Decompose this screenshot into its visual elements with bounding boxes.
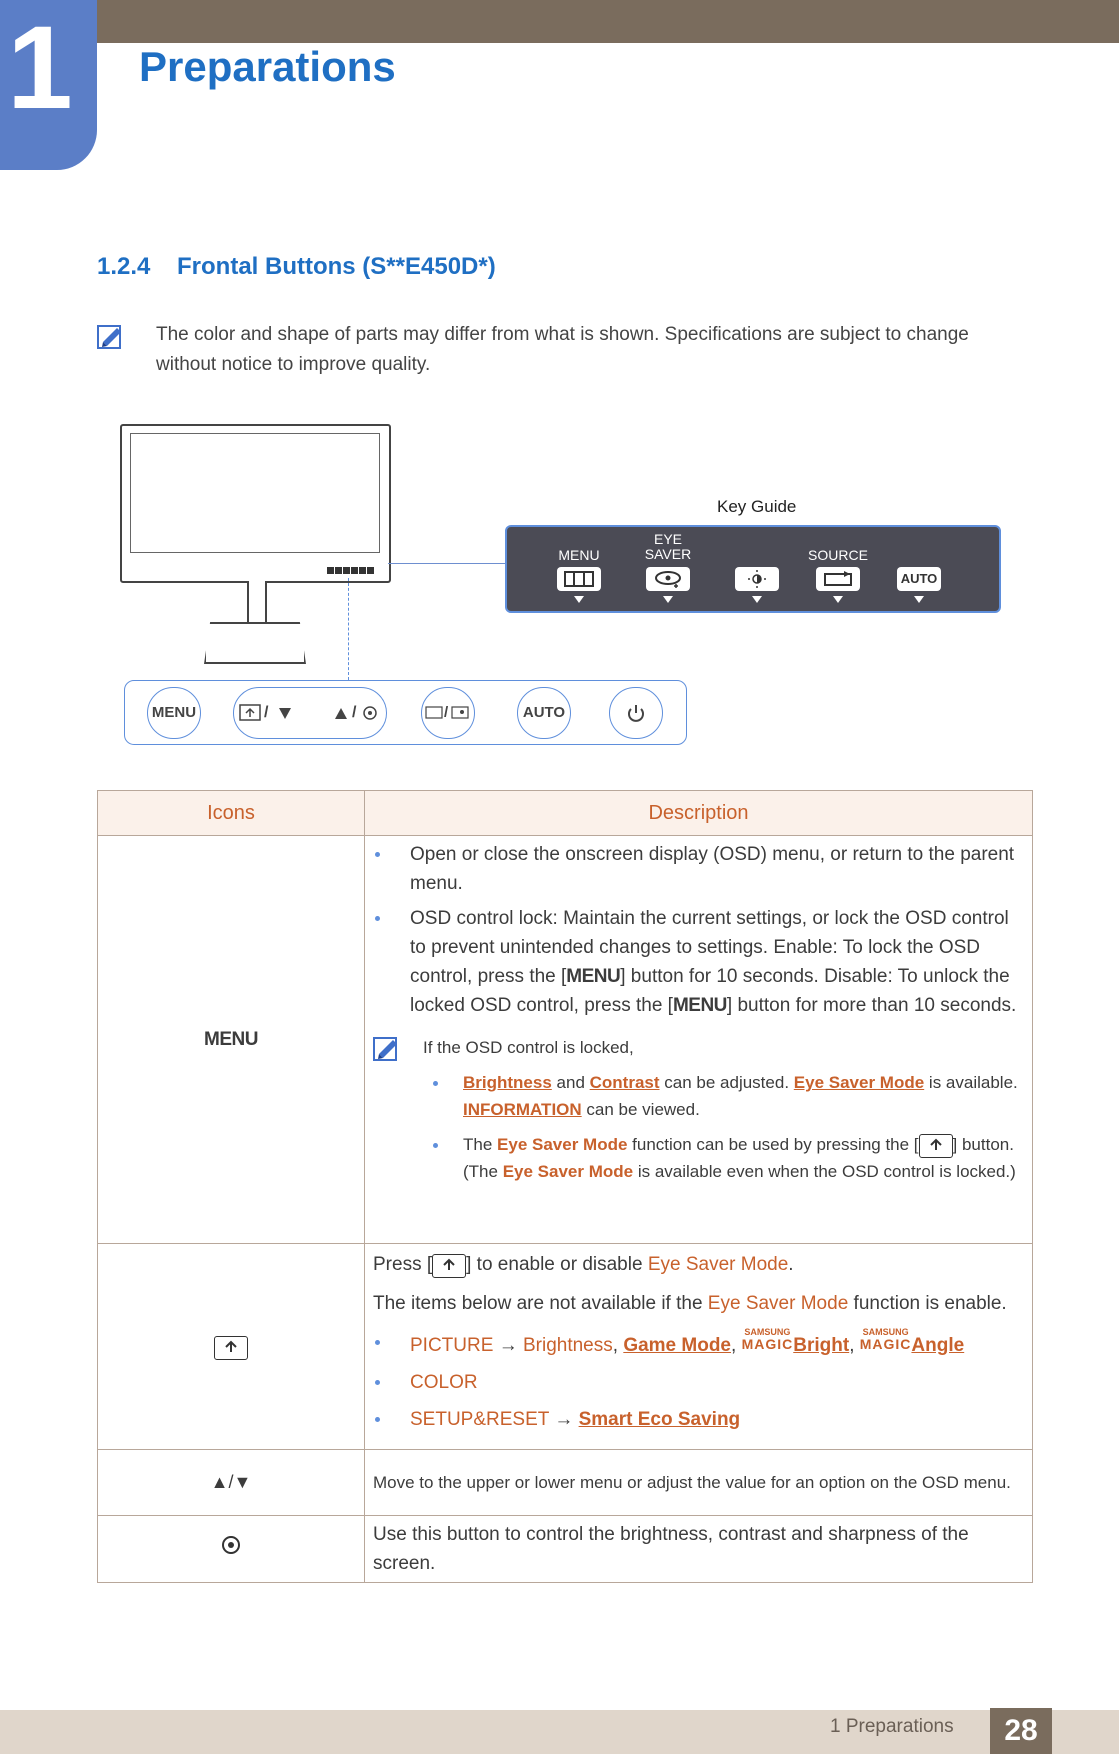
- smart-eco-saving-link[interactable]: Smart Eco Saving: [578, 1409, 741, 1430]
- separator-slash: /: [264, 704, 269, 721]
- lock-text-c: ] button for more than 10 seconds.: [726, 995, 1017, 1016]
- key-guide-auto: [889, 527, 949, 611]
- menu-button[interactable]: MENU: [147, 687, 201, 739]
- table-header-row: [98, 791, 1033, 836]
- source-enter-button[interactable]: [421, 687, 475, 739]
- key-guide-label: Key Guide: [717, 497, 797, 516]
- key-guide-eye-saver: [638, 527, 698, 611]
- eye-saver-description: [365, 1244, 1033, 1450]
- brightness-key-icon: [735, 567, 779, 591]
- table-row: [98, 1244, 1033, 1450]
- key-guide-brightness: [727, 527, 787, 611]
- monitor-screen: [130, 433, 380, 553]
- magic-bright-link[interactable]: Bright: [793, 1335, 850, 1356]
- chapter-number: 1: [7, 2, 73, 134]
- eye-saver-icon-cell: [98, 1244, 365, 1450]
- power-button[interactable]: [609, 687, 663, 739]
- list-item: [365, 1405, 1020, 1434]
- auto-button[interactable]: AUTO: [517, 687, 571, 739]
- text: and: [556, 1073, 585, 1092]
- eye-saver-key-icon: [919, 1134, 953, 1158]
- menu-icon: MENU: [204, 1029, 258, 1050]
- list-item: [423, 1069, 1020, 1123]
- eye-saver-key-icon: [646, 567, 690, 591]
- samsung-magic-logo: [860, 1328, 912, 1351]
- connector-line: [388, 563, 505, 564]
- contrast-link[interactable]: Contrast: [589, 1073, 660, 1092]
- eye-saver-link[interactable]: Eye Saver Mode: [793, 1073, 925, 1092]
- table-row: [98, 836, 1033, 1244]
- color-menu: COLOR: [410, 1372, 478, 1393]
- table-row: [98, 1516, 1033, 1583]
- text: Press [: [373, 1254, 433, 1275]
- brightness-term: Brightness: [522, 1335, 613, 1356]
- key-guide-menu: [549, 527, 609, 611]
- magic-bottom: MAGIC: [859, 1336, 912, 1352]
- note-text: The color and shape of parts may differ from what is shown. Specifications are subject to change without notice to improve quality.: [156, 324, 969, 375]
- text: ] to enable or disable: [466, 1254, 643, 1275]
- key-guide-eye-label: EYE SAVER: [644, 531, 692, 562]
- magic-angle-link[interactable]: Angle: [911, 1335, 965, 1356]
- up-down-description: Move to the upper or lower menu or adjust the value for an option on the OSD menu.: [365, 1450, 1033, 1516]
- menu-icon-cell: [98, 836, 365, 1244]
- table-row: [98, 1450, 1033, 1516]
- magic-top: SAMSUNG: [862, 1327, 909, 1337]
- chapter-tab: [0, 0, 97, 170]
- enter-icon: [219, 1533, 243, 1557]
- setup-reset-menu: SETUP&RESET: [410, 1409, 550, 1430]
- key-guide-source: [808, 527, 868, 611]
- page-number: 28: [990, 1708, 1052, 1754]
- text: can be viewed.: [586, 1100, 700, 1119]
- brightness-link[interactable]: Brightness: [463, 1073, 552, 1092]
- auto-key-icon: AUTO: [897, 567, 941, 591]
- text: is available even when the OSD control is locked.): [637, 1162, 1016, 1181]
- text: .: [788, 1254, 794, 1275]
- text: is available.: [928, 1073, 1018, 1092]
- header-bar: [0, 0, 1119, 43]
- eye-saver-mode-term: Eye Saver Mode: [502, 1162, 634, 1181]
- separator-slash: /: [352, 704, 357, 721]
- source-key-icon: [816, 567, 860, 591]
- frontal-button-panel: [124, 680, 687, 745]
- note-icon: [97, 322, 125, 350]
- text: ] button. (The: [463, 1135, 1014, 1181]
- button-description-table: [97, 790, 1033, 1583]
- section-name: Frontal Buttons (S**E450D*): [177, 253, 496, 280]
- key-guide-arrow: [752, 596, 762, 603]
- text: function is enable.: [853, 1293, 1007, 1314]
- information-link[interactable]: INFORMATION: [463, 1100, 582, 1119]
- up-down-button[interactable]: [233, 687, 387, 739]
- up-down-icon: ▲/▼: [210, 1472, 252, 1492]
- text: function can be used by pressing the [: [632, 1135, 919, 1154]
- separator-slash: /: [444, 704, 449, 721]
- section-title: [97, 253, 496, 281]
- lock-text-b: ] button for 10 seconds. Disable: To unlock the locked OSD control, press the [: [410, 966, 1010, 1016]
- unavailable-items-line: [373, 1289, 1020, 1318]
- power-icon: [610, 688, 662, 738]
- connector-line-dashed: [348, 578, 349, 680]
- monitor-illustration: [120, 424, 391, 583]
- up-down-icon-cell: [98, 1450, 365, 1516]
- list-item: [365, 1368, 1020, 1397]
- arrow-icon: →: [554, 1409, 574, 1430]
- list-item: [365, 904, 1020, 1020]
- eye-saver-mode-term: Eye Saver Mode: [647, 1254, 789, 1275]
- note-icon: [373, 1034, 401, 1062]
- enter-description: Use this button to control the brightness, contrast and sharpness of the screen.: [365, 1516, 1033, 1583]
- eye-saver-key-icon: [214, 1336, 248, 1360]
- page-title: Preparations: [139, 43, 396, 90]
- lock-text-a: OSD control lock: Maintain the current settings, or lock the OSD control to prevent unintended changes to settings. Enable: To lock the OSD control, press the [: [410, 908, 1009, 987]
- eye-saver-mode-term: Eye Saver Mode: [497, 1135, 628, 1154]
- menu-description: [365, 836, 1033, 1244]
- game-mode-link[interactable]: Game Mode: [623, 1335, 732, 1356]
- eye-saver-press-line: [373, 1250, 1020, 1279]
- eye-saver-key-icon: [432, 1254, 466, 1278]
- description-header: Description: [365, 791, 1033, 836]
- menu-icon: MENU: [566, 966, 621, 987]
- key-guide-arrow: [663, 596, 673, 603]
- magic-top: SAMSUNG: [744, 1327, 791, 1337]
- key-guide-arrow: [914, 596, 924, 603]
- key-guide-panel: [505, 525, 1001, 613]
- menu-key-icon: [557, 567, 601, 591]
- list-item: PICTURE → Brightness, Game Mode, SAMSUNG MAGIC Bright, SAMSUNG MAGIC Angle: [365, 1328, 1020, 1360]
- text: The items below are not available if the: [373, 1293, 703, 1314]
- key-guide-source-label: SOURCE: [808, 547, 868, 563]
- picture-menu: PICTURE: [410, 1335, 494, 1356]
- icons-header: Icons: [98, 791, 365, 836]
- samsung-magic-logo: [742, 1328, 794, 1351]
- monitor-buttons: [327, 561, 383, 575]
- key-guide-arrow: [833, 596, 843, 603]
- key-guide-menu-label: MENU: [558, 547, 600, 563]
- eye-saver-mode-term: Eye Saver Mode: [707, 1293, 849, 1314]
- footer-label: 1 Preparations: [830, 1716, 954, 1737]
- menu-icon: MENU: [672, 995, 727, 1016]
- key-guide-arrow: [574, 596, 584, 603]
- monitor-base: [204, 622, 306, 664]
- text: can be adjusted.: [664, 1073, 790, 1092]
- arrow-icon: →: [498, 1335, 518, 1356]
- lock-note: [365, 1034, 1020, 1185]
- list-item: Open or close the onscreen display (OSD) menu, or return to the parent menu.: [365, 840, 1020, 898]
- list-item: [423, 1131, 1020, 1185]
- text: The: [463, 1135, 493, 1154]
- enter-icon-cell: [98, 1516, 365, 1583]
- section-number: 1.2.4: [97, 253, 151, 280]
- note-intro: If the OSD control is locked,: [423, 1038, 634, 1057]
- magic-bottom: MAGIC: [741, 1336, 794, 1352]
